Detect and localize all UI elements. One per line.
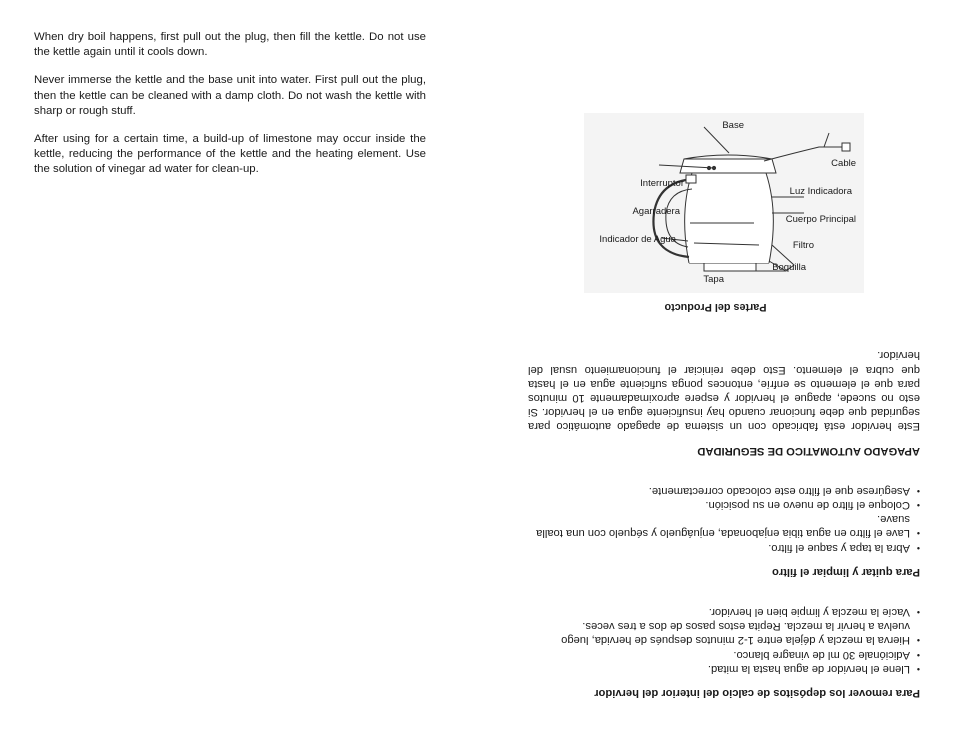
paragraph-limestone: After using for a certain time, a build-up of limestone may occur inside the kettle, reducing the performance of the kettle and the heating element. Use the solution of vinegar ad water for clean-up.: [34, 133, 426, 176]
label-luz-indicadora: Luz Indicadora: [789, 186, 852, 197]
label-interruptor: Interruptor: [640, 178, 684, 189]
list-item: • Vacíe la mezcla y limpie bien el hervidor.: [528, 605, 920, 619]
kettle-diagram: [584, 113, 864, 293]
label-agarradera: Agarradera: [632, 206, 680, 217]
list-item: • Abra la tapa y saque el filtro.: [528, 540, 920, 554]
paragraph-auto-shutoff: Este hervidor está fabricado con un sistema de apagado automático para seguridad que debe funcionar cuando hay insuficiente agua en el hervidor. Si esto no sucede, apague el hervidor y espere aproximadamente 10 minutos para que el elemento se enfríe, entonces ponga suficiente agua en el hasta que cubra el elemento. Esto debe reiniciar el funcionamiento usual del hervidor.: [528, 349, 920, 433]
paragraph-dry-boil: When dry boil happens, first pull out the plug, then fill the kettle. Do not use the kettle again until it cools down.: [34, 31, 426, 59]
filter-list: [528, 484, 920, 555]
descale-list: [528, 605, 920, 676]
label-cable: Cable: [831, 158, 856, 169]
english-column: [34, 30, 426, 191]
label-indicador-agua: Indicador de Agua: [599, 234, 676, 245]
section-title-descale: Para remover los depósitos de calcio del interior del hervidor: [594, 687, 920, 699]
label-boquilla: Boquilla: [772, 262, 806, 273]
list-item: • Asegúrese que el filtro este colocado correctamente.: [528, 484, 920, 498]
list-item: • Lave el filtro en agua tibia enjabonada, enjuáguelo y séquelo con una toalla suave.: [528, 512, 920, 540]
spanish-page-upside-down: [477, 0, 954, 738]
spanish-column: [528, 332, 920, 700]
paragraph-cleaning: Never immerse the kettle and the base unit into water. First pull out the plug, then the kettle can be cleaned with a damp cloth. Do not wash the kettle with sharp or rough stuff.: [34, 74, 426, 117]
label-cuerpo-principal: Cuerpo Principal: [785, 214, 856, 225]
label-filtro: Filtro: [792, 240, 814, 251]
list-item: • Llene el hervidor de agua hasta la mitad.: [528, 662, 920, 676]
section-title-filter: Para quitar y limpiar el filtro: [772, 565, 920, 578]
list-item: • Hierva la mezcla y déjela entre 1-2 minutos después de hervida, luego vuelva a hervir la mezcla. Repita estos pasos de dos a tres veces.: [528, 619, 920, 647]
label-base: Base: [722, 120, 744, 131]
list-item: • Adiciónale 30 ml de vinagre blanco.: [528, 647, 920, 661]
list-item: • Coloque el filtro de nuevo en su posición.: [528, 498, 920, 512]
kettle-illustration: [584, 113, 864, 293]
label-tapa: Tapa: [703, 274, 724, 285]
diagram-caption: Partes del Producto: [664, 301, 767, 313]
section-title-auto-shutoff: APAGADO AUTOMATICO DE SEGURIDAD: [697, 444, 920, 457]
